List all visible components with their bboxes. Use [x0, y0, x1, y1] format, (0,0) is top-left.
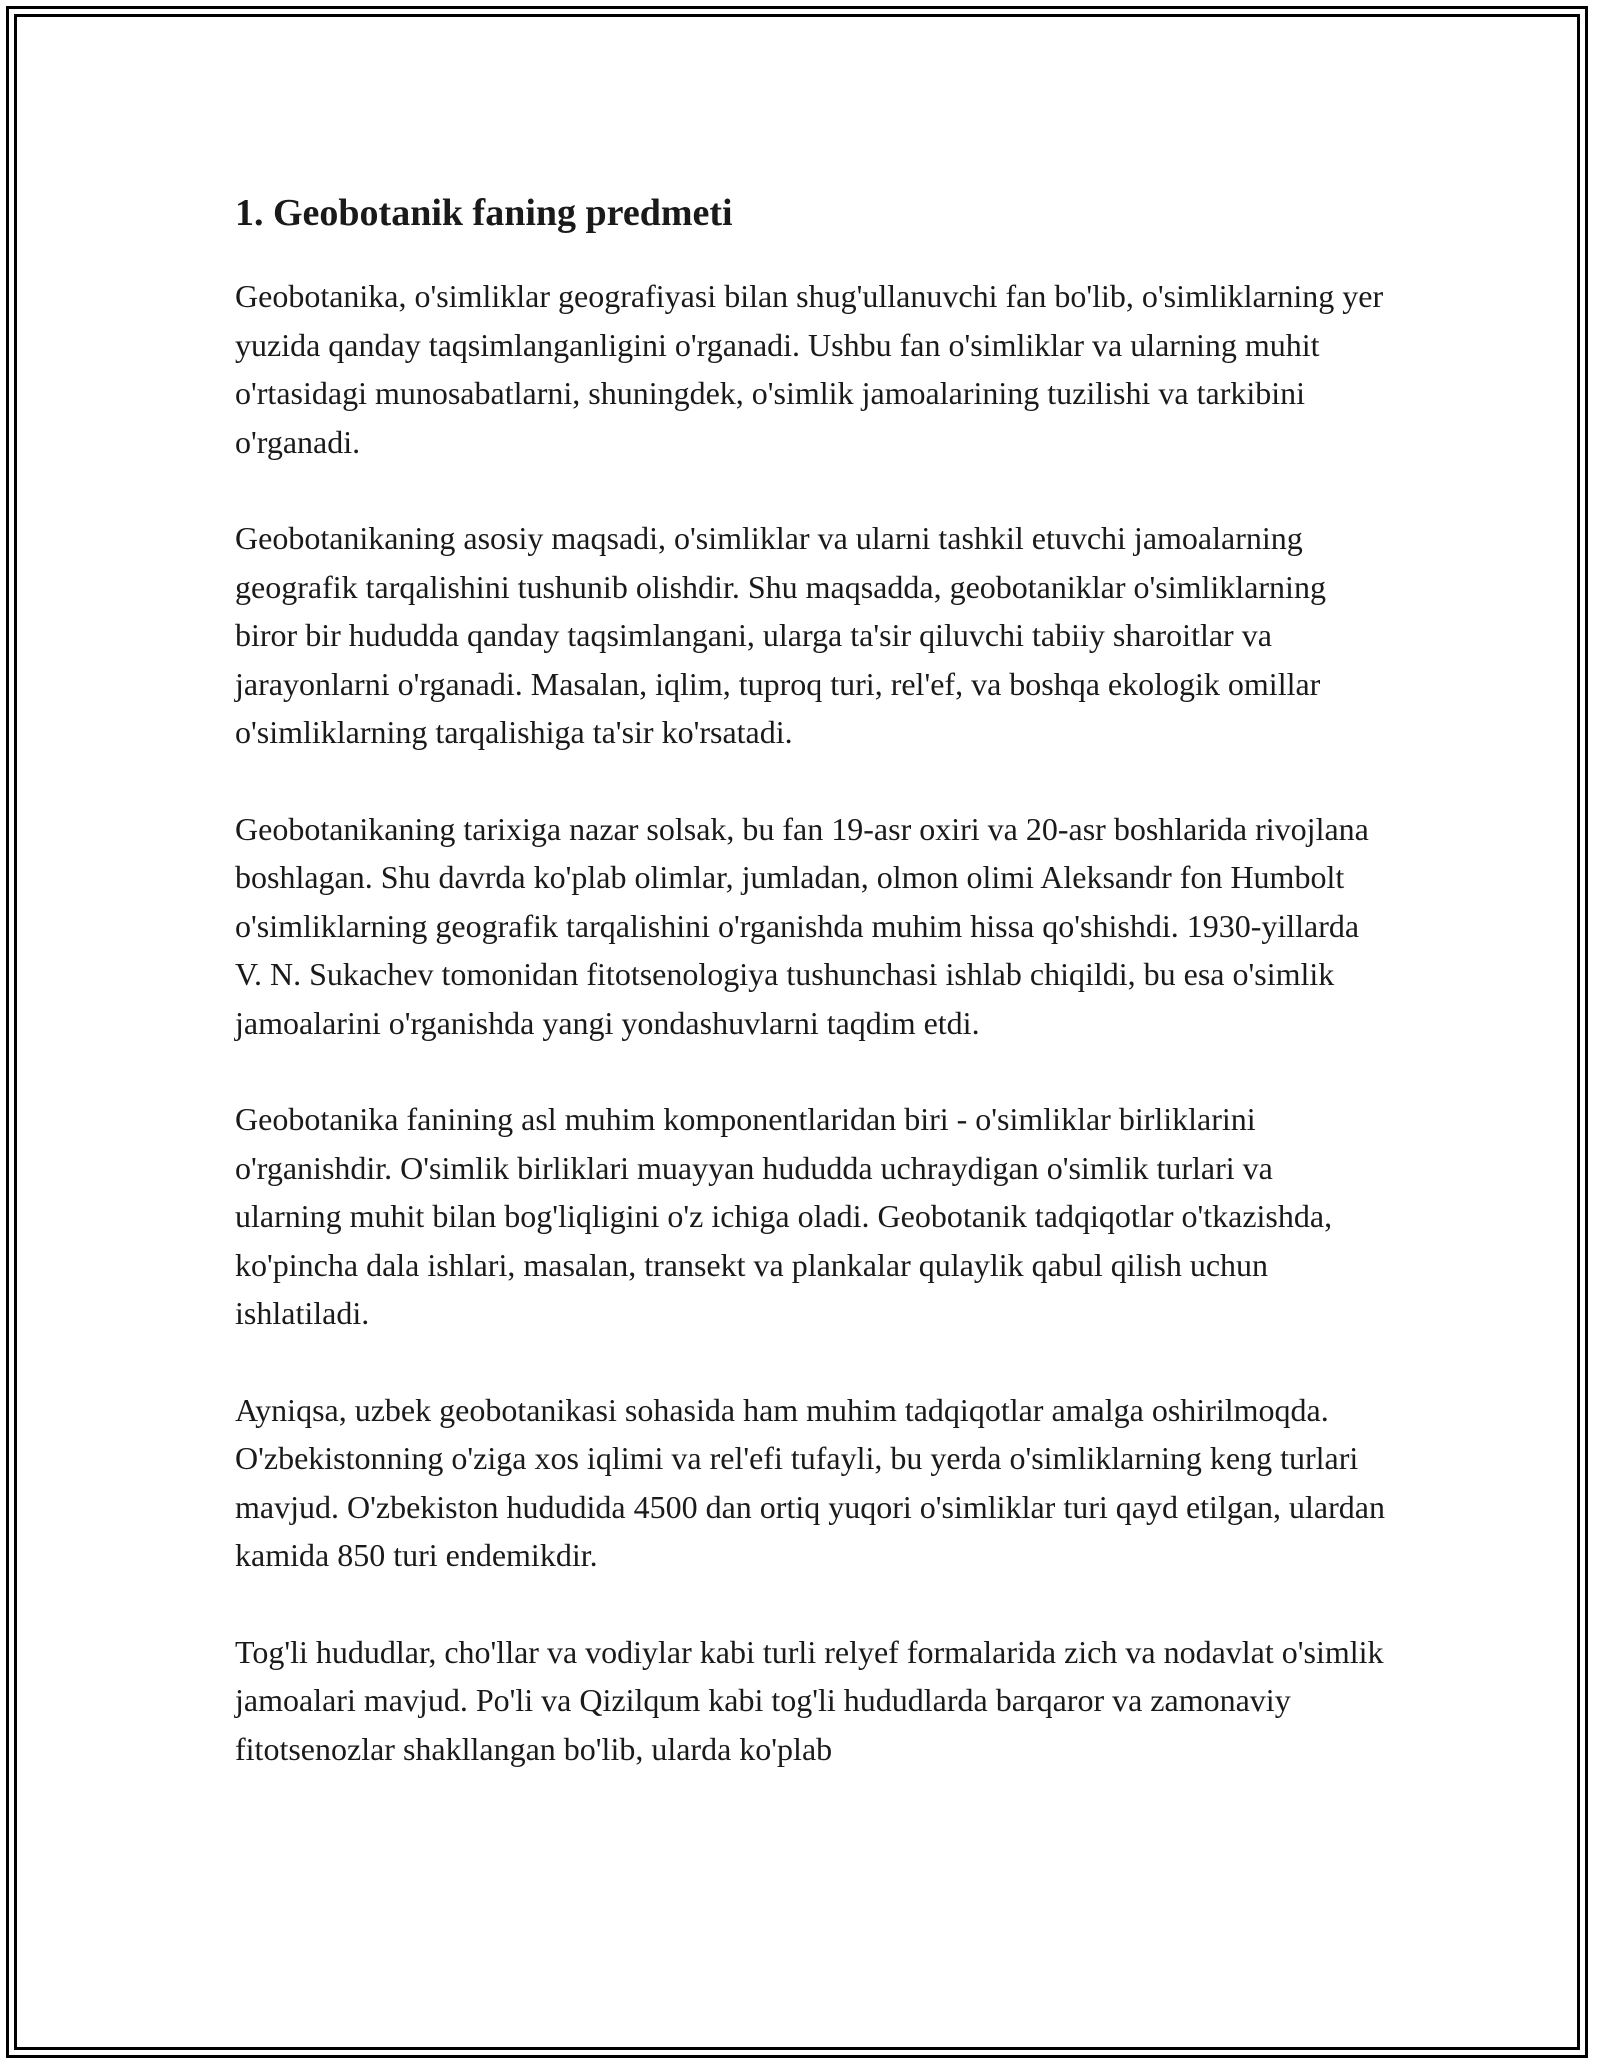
- paragraph-2: Geobotanikaning asosiy maqsadi, o'simliklar va ularni tashkil etuvchi jamoalarning geografik tarqalishini tushunib olishdir. Shu maqsadda, geobotaniklar o'simliklarning biror bir hududda qanday taqsimlangani, ularga ta'sir qiluvchi tabiiy sharoitlar va jarayonlarni o'rganadi. Masalan, iqlim, tuproq turi, rel'ef, va boshqa ekologik omillar o'simliklarning tarqalishiga ta'sir ko'rsatadi.: [235, 520, 1326, 750]
- section-heading: 1. Geobotanik faning predmeti: [235, 192, 733, 234]
- paragraph-3: Geobotanikaning tarixiga nazar solsak, bu fan 19-asr oxiri va 20-asr boshlarida rivojlana boshlagan. Shu davrda ko'plab olimlar, jumladan, olmon olimi Aleksandr fon Humbolt o'simliklarning geografik tarqalishini o'rganishda muhim hissa qo'shishdi. 1930-yillarda V. N. Sukachev tomonidan fitotsenologiya tushunchasi ishlab chiqildi, bu esa o'simlik jamoalarini o'rganishda yangi yondashuvlarni taqdim etdi.: [235, 810, 1369, 1041]
- paragraph-6: Tog'li hududlar, cho'llar va vodiylar kabi turli relyef formalarida zich va nodavlat o'simlik jamoalari mavjud. Po'li va Qizilqum kabi tog'li hududlarda barqaror va zamonaviy fitotsenozlar shakllangan bo'lib, ularda ko'plab: [235, 1633, 1384, 1767]
- document-body: [235, 186, 1385, 1773]
- paragraph-5: Ayniqsa, uzbek geobotanikasi sohasida ham muhim tadqiqotlar amalga oshirilmoqda. O'zbekistonning o'ziga xos iqlimi va rel'efi tufayli, bu yerda o'simliklarning keng turlari mavjud. O'zbekiston hududida 4500 dan ortiq yuqori o'simliklar turi qayd etilgan, ulardan kamida 850 turi endemikdir.: [235, 1391, 1385, 1573]
- paragraph-1: Geobotanika, o'simliklar geografiyasi bilan shug'ullanuvchi fan bo'lib, o'simliklarning yer yuzida qanday taqsimlanganligini o'rganadi. Ushbu fan o'simliklar va ularning muhit o'rtasidagi munosabatlarni, shuningdek, o'simlik jamoalarining tuzilishi va tarkibini o'rganadi.: [235, 278, 1384, 460]
- paragraph-4: Geobotanika fanining asl muhim komponentlaridan biri - o'simliklar birliklarini o'rganishdir. O'simlik birliklari muayyan hududda uchraydigan o'simlik turlari va ularning muhit bilan bog'liqligini o'z ichiga oladi. Geobotanik tadqiqotlar o'tkazishda, ko'pincha dala ishlari, masalan, transekt va plankalar qulaylik qabul qilish uchun ishlatiladi.: [235, 1101, 1333, 1331]
